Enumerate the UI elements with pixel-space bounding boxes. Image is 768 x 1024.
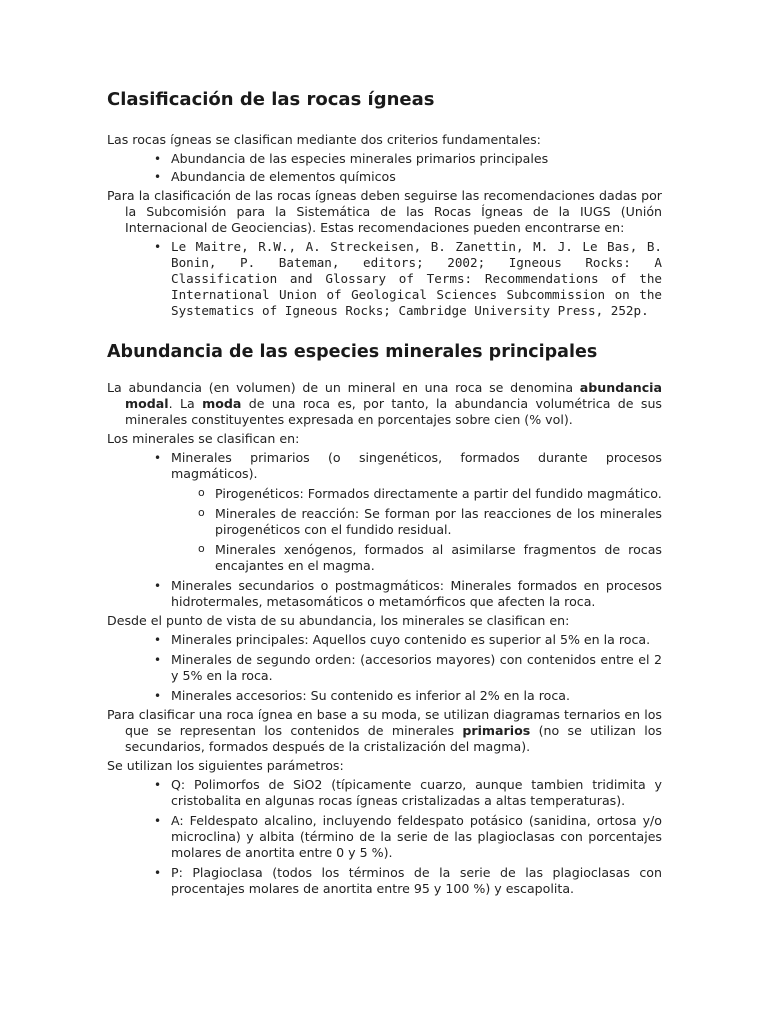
sublist-item: o Pirogenéticos: Formados directamente a partir del fundido magmático.: [215, 486, 662, 502]
abundance-list: [107, 632, 662, 704]
list-item-secundarios: • Minerales secundarios o postmagmáticos: Minerales formados en procesos hidrotermales, metasomáticos o metamórficos que afecten la roca.: [171, 578, 662, 610]
section-title-clasificacion: Clasificación de las rocas ígneas: [107, 89, 435, 110]
document-content: [107, 88, 662, 897]
ternary-paragraph: Para clasificar una roca ígnea en base a su moda, se utilizan diagramas ternarios en los que se representan los contenidos de minerales primarios (no se utilizan los secundarios, formados después de la cristalización del magma).: [107, 707, 662, 754]
list-item-q: • Q: Polimorfos de SiO2 (típicamente cuarzo, aunque tambien tridimita y cristobalita en algunas rocas ígneas cristalizadas a altas temperaturas).: [171, 777, 662, 809]
moda-paragraph: La abundancia (en volumen) de un mineral en una roca se denomina abundancia modal. La moda de una roca es, por tanto, la abundancia volumétrica de sus minerales constituyentes expresada en porcentajes sobre cien (% vol).: [107, 380, 662, 427]
mineral-type-list: [107, 450, 662, 610]
term-abundancia-modal: abundancia modal: [125, 380, 662, 411]
term-moda: moda: [202, 396, 242, 411]
sublist-item: o Minerales xenógenos, formados al asimilarse fragmentos de rocas encajantes en el magma.: [215, 542, 662, 574]
section-title-abundancia: Abundancia de las especies minerales principales: [107, 342, 598, 362]
list-item-p: • P: Plagioclasa (todos los términos de la serie de las plagioclasas con procentajes molares de anortita entre 95 y 100 %) y escapolita.: [171, 865, 662, 897]
reference-item: • Le Maitre, R.W., A. Streckeisen, B. Zanettin, M. J. Le Bas, B. Bonin, P. Bateman, editors; 2002; Igneous Rocks: A Classification and Glossary of Terms: Recommendations of the International Union of Geological Sciences Subcommission on the Systematics of Igneous Rocks; Cambridge University Press, 252p.: [171, 239, 662, 319]
parameters-list: [107, 777, 662, 897]
intro-paragraph: Las rocas ígneas se clasifican mediante dos criterios fundamentales:: [107, 132, 541, 147]
primary-sublist: [171, 486, 662, 574]
list-item: • Minerales de segundo orden: (accesorios mayores) con contenidos entre el 2 y 5% en la roca.: [171, 652, 662, 684]
recommendation-paragraph: Para la clasificación de las rocas ígneas deben seguirse las recomendaciones dadas por la Subcomisión para la Sistemática de las Rocas Ígneas de la IUGS (Unión Internacional de Geociencias). Estas recomendaciones pueden encontrarse en:: [107, 188, 662, 235]
sublist-item: o Minerales de reacción: Se forman por las reacciones de los minerales pirogenéticos con el fundido residual.: [215, 506, 662, 538]
parameters-intro: Se utilizan los siguientes parámetros:: [107, 758, 344, 773]
abundance-intro: Desde el punto de vista de su abundancia, los minerales se clasifican en:: [107, 613, 570, 628]
list-item-primarios: • Minerales primarios (o singenéticos, formados durante procesos magmáticos). o Pirogenéticos: Formados directamente a partir del fundido magmático. o Minerales de reacción: Se forman por las reacciones de los minerales pirogenéticos con el fundido residual. o Minerales xenógenos, formados al asimilarse fragmentos de rocas encajantes en el magma.: [171, 450, 662, 574]
term-primarios: primarios: [462, 723, 531, 738]
list-item-a: • A: Feldespato alcalino, incluyendo feldespato potásico (sanidina, ortosa y/o microclina) y albita (término de la serie de las plagioclasas con porcentajes molares de anortita entre 0 y 5 %).: [171, 813, 662, 861]
list-item: • Minerales accesorios: Su contenido es inferior al 2% en la roca.: [171, 688, 662, 704]
classification-intro: Los minerales se clasifican en:: [107, 431, 300, 446]
reference-list: [107, 239, 662, 319]
list-item: • Abundancia de elementos químicos: [171, 169, 662, 185]
list-item: • Minerales principales: Aquellos cuyo contenido es superior al 5% en la roca.: [171, 632, 662, 648]
criteria-list: [107, 151, 662, 185]
list-item: • Abundancia de las especies minerales primarios principales: [171, 151, 662, 167]
